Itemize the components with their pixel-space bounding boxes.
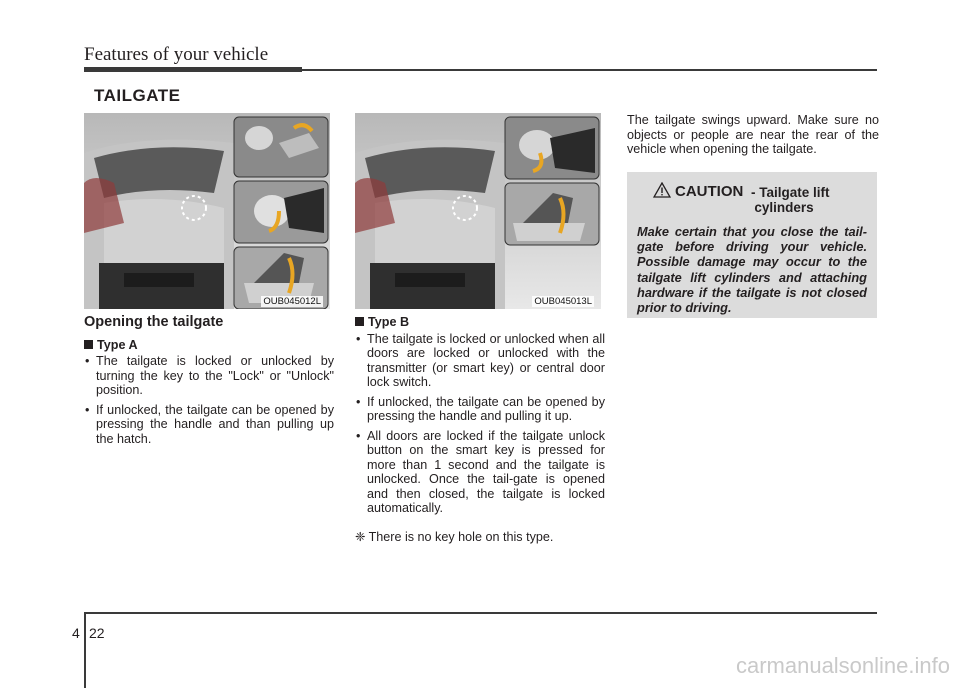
caution-header xyxy=(637,180,867,216)
car-rear-illustration-a xyxy=(84,113,330,309)
header-rule-thick xyxy=(84,67,302,72)
type-b-label: Type B xyxy=(355,315,605,330)
header-rule-thin xyxy=(302,69,877,71)
column-type-a xyxy=(84,315,334,451)
caution-subtitle: - Tailgate lift xyxy=(751,185,830,200)
note xyxy=(355,530,605,545)
list-item: • If unlocked, the tailgate can be opened by pressing the handle and than pulling up the hatch. xyxy=(84,403,334,447)
list-item: • If unlocked, the tailgate can be opened by pressing the handle and pulling it up. xyxy=(355,395,605,424)
note-symbol-icon: ❈ xyxy=(355,529,366,544)
subsection-heading: Opening the tailgate xyxy=(84,314,224,330)
footer-vertical-rule xyxy=(84,612,86,688)
caution-text: Make certain that you close the tail-gate before driving your vehicle. Possible damage may occur to the tailgate lift cylinders and attaching hardware if the tailgate is not closed prior to driving. xyxy=(637,224,867,316)
figure-type-a xyxy=(84,113,330,309)
warning-triangle-icon xyxy=(653,182,671,198)
watermark: carmanualsonline.info xyxy=(735,653,950,678)
car-rear-illustration-b xyxy=(355,113,601,309)
chapter-number: 4 xyxy=(72,625,80,641)
section-title: TAILGATE xyxy=(94,86,181,105)
list-item: • All doors are locked if the tailgate unlock button on the smart key is pressed for more than 1 second and the tailgate is unlocked. Once the tail-gate is opened and then closed, the tailgate is locked automatically. xyxy=(355,429,605,516)
tailgate-paragraph: The tailgate swings upward. Make sure no objects or people are near the rear of the vehicle when opening the tailgate. xyxy=(627,113,879,156)
figure-type-b xyxy=(355,113,601,309)
column-type-b xyxy=(355,315,605,544)
caution-word: CAUTION xyxy=(675,183,744,200)
list-item: • The tailgate is locked or unlocked by turning the key to the "Lock" or "Unlock" position. xyxy=(84,354,334,398)
caution-subtitle-line2: cylinders xyxy=(754,200,814,215)
figure-code-a: OUB045012L xyxy=(263,296,321,307)
type-a-label: Type A xyxy=(84,338,334,353)
figure-code-b: OUB045013L xyxy=(534,296,592,307)
footer-rule xyxy=(84,612,877,614)
note-text: There is no key hole on this type. xyxy=(368,529,554,544)
caution-box xyxy=(627,172,877,318)
header-title: Features of your vehicle xyxy=(84,44,269,65)
square-bullet-icon xyxy=(84,340,93,349)
square-bullet-icon xyxy=(355,317,364,326)
column-right xyxy=(627,113,879,157)
page-number: 22 xyxy=(89,625,105,641)
list-item: • The tailgate is locked or unlocked when all doors are locked or unlocked with the transmitter (or smart key) or central door lock switch. xyxy=(355,332,605,390)
